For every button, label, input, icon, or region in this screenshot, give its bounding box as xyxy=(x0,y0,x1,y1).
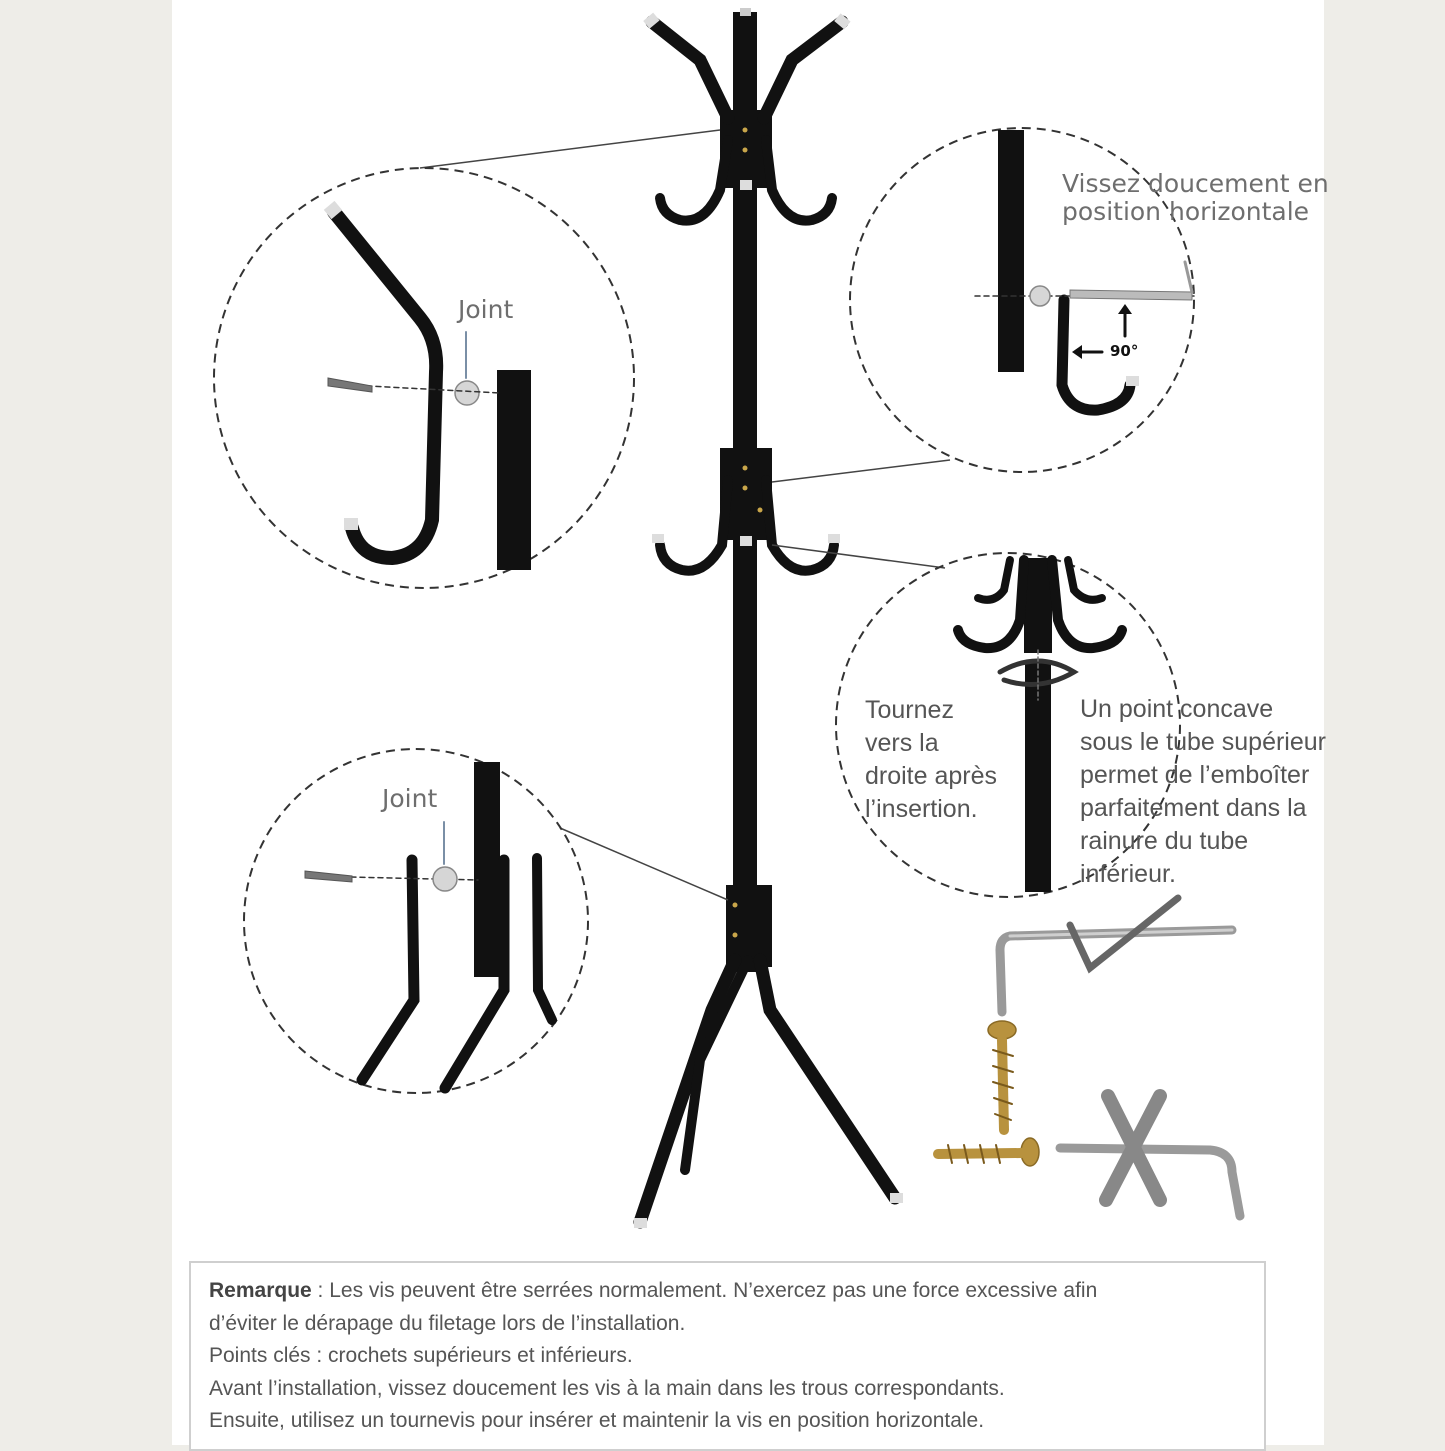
screw-horizontal-label: Vissez doucement en position horizontale xyxy=(1062,169,1329,226)
note-line-3: Points clés : crochets supérieurs et inférieurs. xyxy=(209,1344,633,1367)
turn-right-label: Tournez vers la droite après l’insertion. xyxy=(865,696,998,823)
joint-washer xyxy=(455,381,479,405)
note-line-1: Remarque : Les vis peuvent être serrées normalement. N’exercez pas une force excessive afin xyxy=(209,1279,1098,1302)
angle-label: 90° xyxy=(1110,342,1139,360)
concave-point-label: Un point concave sous le tube supérieur permet de l’emboîter parfaitement dans la rainure du tube inférieur. xyxy=(1080,695,1326,888)
coat-rack xyxy=(634,8,903,1228)
note-box xyxy=(189,1261,1266,1451)
joint-label-bottom: Joint xyxy=(382,784,438,813)
joint-label-top: Joint xyxy=(458,295,514,324)
detail-top-left-art xyxy=(324,201,531,570)
note-line-4: Avant l’installation, vissez doucement les vis à la main dans les trous correspondants. xyxy=(209,1377,1005,1400)
hex-key-wrong xyxy=(938,1096,1240,1216)
note-line-5: Ensuite, utilisez un tournevis pour insérer et maintenir la vis en position horizontale. xyxy=(209,1409,985,1432)
note-line-2: d’éviter le dérapage du filetage lors de l’installation. xyxy=(209,1312,686,1335)
pole-section xyxy=(497,370,531,570)
